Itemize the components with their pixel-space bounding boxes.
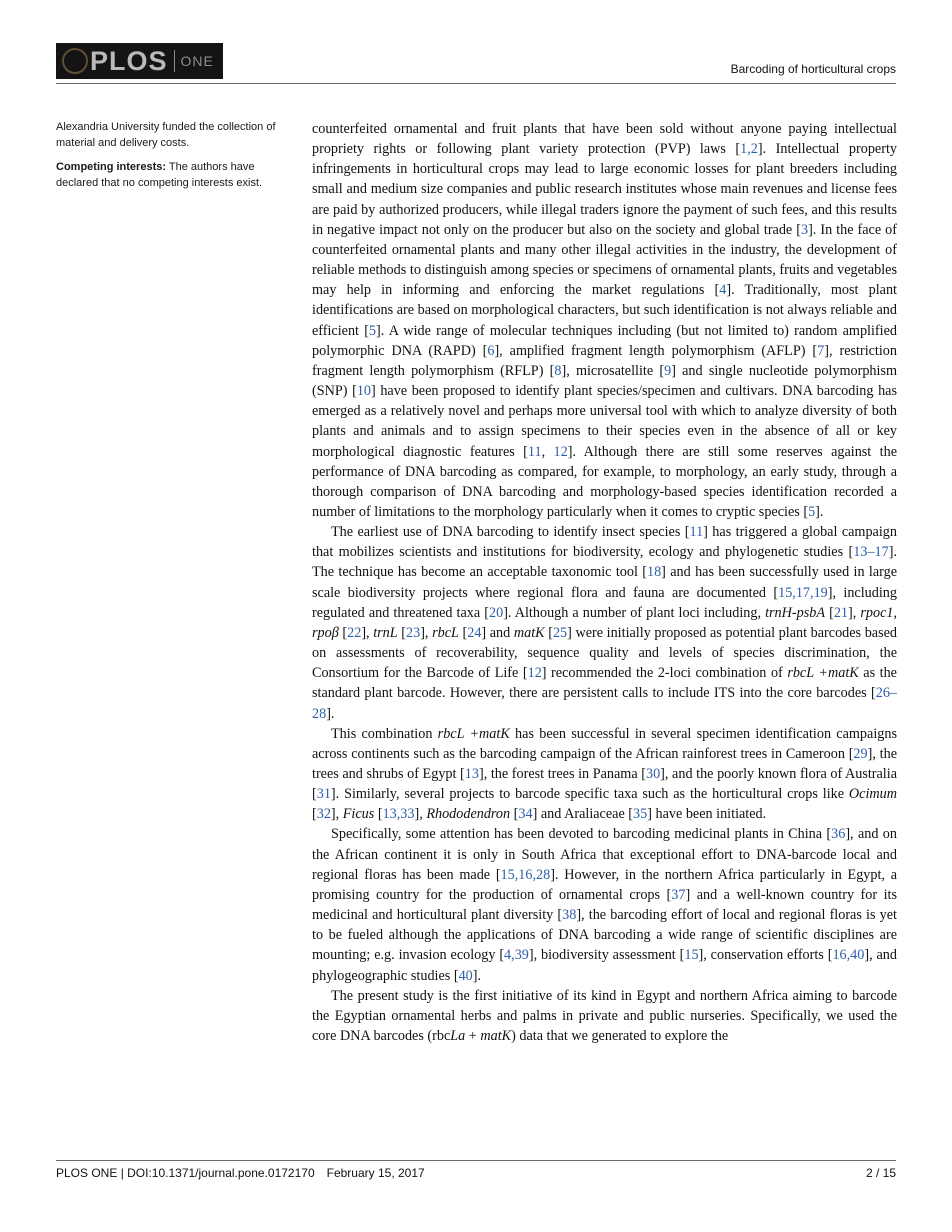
citation-link[interactable]: 38 [562, 907, 577, 924]
logo-divider [174, 50, 175, 72]
footer-citation [56, 1166, 425, 1180]
text: ] and [481, 624, 514, 641]
text: ]. [326, 705, 335, 722]
sidebar-notes [56, 119, 291, 199]
citation-link[interactable]: 16,40 [832, 947, 865, 964]
locus-name: rpoc1 [860, 604, 894, 621]
locus-name: rbcL +matK [787, 665, 859, 682]
citation-link[interactable]: 4,39 [504, 947, 529, 964]
locus-name: matK [513, 624, 545, 641]
citation-link[interactable]: 32 [316, 806, 331, 823]
text: [ [312, 806, 317, 823]
footer-journal-doi[interactable]: PLOS ONE | DOI:10.1371/journal.pone.0172170 [56, 1166, 315, 1180]
citation-link[interactable]: 15 [684, 947, 699, 964]
citation-link[interactable]: 12 [527, 665, 542, 682]
citation-link[interactable]: 15,17,19 [778, 584, 828, 601]
locus-name: matK [480, 1028, 512, 1045]
text: ], [330, 806, 343, 823]
footer-divider [56, 1160, 896, 1161]
text: ]. However, in the northern Africa particularly in Egypt, a promising country for the production of ornamental crops [ [312, 866, 897, 903]
text: ], the forest trees in Panama [ [478, 766, 646, 782]
main-body-text [312, 119, 897, 1046]
locus-name: rbcL +matK [437, 725, 510, 742]
running-title: Barcoding of horticultural crops [730, 62, 896, 76]
text: [ [374, 806, 383, 823]
text: ], [361, 624, 374, 641]
logo-text: PLOS [90, 45, 168, 76]
taxon-name: Rhododendron [426, 806, 511, 823]
text: , [893, 604, 898, 621]
citation-link[interactable]: 11 [527, 443, 542, 460]
text: [ [510, 806, 519, 823]
paragraph-1 [312, 119, 897, 522]
text: ], biodiversity assessment [ [528, 947, 685, 964]
text: This combination [331, 725, 438, 742]
text: ], [848, 604, 861, 621]
citation-link[interactable]: 13 [464, 766, 479, 782]
text: , [541, 443, 554, 460]
citation-link[interactable]: 6 [487, 342, 495, 359]
text: The earliest use of DNA barcoding to identify insect species [ [331, 524, 690, 541]
paragraph-4 [312, 824, 897, 985]
text: ] has triggered a global campaign that mobilizes scientists and institutions for biodiversity, ecology and phylogenetic studies [ [312, 524, 897, 561]
text: ] and Araliaceae [ [532, 806, 634, 823]
text: ]. A wide range of molecular techniques including (but not limited to) random amplified polymorphic DNA (RAPD) [ [312, 322, 897, 359]
text: as the standard plant barcode. However, there are persistent calls to include ITS into the core barcodes [ [312, 665, 897, 702]
text: ], [414, 806, 427, 823]
citation-link[interactable]: 8 [554, 362, 562, 379]
citation-link[interactable]: 40 [458, 967, 473, 984]
text: ], including regulated and threatened taxa [ [312, 584, 897, 621]
citation-link[interactable]: 7 [817, 342, 825, 359]
competing-interests-text: The authors have declared that no competing interests exist. [56, 161, 263, 189]
text: ], and on the African continent it is only in South Africa that exceptional effort to DNA-barcode local and regional floras has been made [ [312, 826, 897, 883]
header-divider [56, 83, 896, 84]
text: ] and a well-known country for its medicinal and horticultural plant diversity [ [312, 886, 897, 924]
paragraph-3 [312, 724, 897, 825]
taxon-name: Ocimum [848, 786, 897, 803]
text: ]. The technique has become an acceptable taxonomic tool [ [312, 544, 897, 581]
citation-link[interactable]: 5 [368, 322, 377, 339]
text: ] recommended the 2-loci combination of [541, 665, 788, 682]
text: ) data that we generated to explore the [511, 1028, 729, 1045]
citation-link[interactable]: 1,2 [740, 141, 758, 158]
funding-note: Alexandria University funded the collection of material and delivery costs. [56, 121, 276, 149]
text: [ [397, 624, 406, 641]
text: Specifically, some attention has been devoted to barcoding medicinal plants in China [ [331, 826, 832, 843]
plos-one-logo[interactable] [56, 43, 223, 79]
logo-subtext: ONE [180, 53, 214, 69]
citation-link[interactable]: 35 [633, 806, 648, 823]
citation-link[interactable]: 3 [800, 221, 809, 238]
citation-link[interactable]: 24 [467, 624, 482, 641]
citation-link[interactable]: 23 [406, 624, 421, 641]
text: ]. Intellectual property infringements in horticultural crops may lead to large economic losses for plant breeders including small and medium size companies and public research institutes whose main revenues and license fees are paid by authorized producers, while illegal traders ignore the payment of such fees, and this results in negative impact not only on the producer but also on the society and global trade [ [312, 141, 897, 238]
text: ]. Traditionally, most plant identifications are based on morphological characters, but such identification is not always reliable and efficient [ [312, 282, 898, 339]
competing-interests-note [56, 159, 291, 191]
locus-name: La [450, 1028, 466, 1045]
paragraph-5 [312, 986, 897, 1046]
text: [ [458, 624, 468, 641]
text: [ [338, 624, 348, 641]
citation-link[interactable]: 29 [853, 745, 868, 762]
citation-link[interactable]: 13–17 [853, 544, 889, 561]
paragraph-2 [312, 522, 897, 724]
text: [ [825, 604, 834, 621]
text: ], and the poorly known flora of Australia [ [312, 766, 897, 803]
text: ] have been initiated. [647, 806, 767, 823]
citation-link[interactable]: 36 [831, 826, 846, 843]
citation-link[interactable]: 15,16,28 [500, 866, 551, 883]
locus-name: rbcL [432, 624, 459, 641]
citation-link[interactable]: 21 [833, 604, 848, 621]
citation-link[interactable]: 4 [719, 282, 727, 299]
text: The present study is the first initiative of its kind in Egypt and northern Africa aiming to barcode the Egyptian ornamental herbs and palms in private and public nurseries. Specifically, we used the core DNA barcodes (rbc [312, 987, 897, 1045]
page-number: 2 / 15 [865, 1166, 896, 1180]
citation-link[interactable]: 31 [316, 786, 331, 803]
text: ]. Similarly, several projects to barcode specific taxa such as the horticultural crops like [330, 786, 849, 803]
text: has been successful in several specimen identification campaigns across continents such as the barcoding campaign of the African rainforest trees in Cameroon [ [312, 725, 897, 762]
citation-link[interactable]: 30 [645, 766, 661, 782]
citation-link[interactable]: 11 [689, 524, 704, 541]
text: ]. Although a number of plant loci including, [503, 604, 766, 621]
citation-link[interactable]: 20 [489, 604, 504, 621]
text: ], [420, 624, 433, 641]
text: ], amplified fragment length polymorphism (AFLP) [ [494, 342, 818, 359]
text: ] were initially proposed as potential plant barcodes based on assessments of recoverability, sequence quality and levels of species discrimination, the Consortium for the Barcode of Life [ [312, 624, 897, 682]
citation-link[interactable]: 9 [664, 362, 672, 379]
footer-date: February 15, 2017 [326, 1166, 425, 1180]
citation-link[interactable]: 37 [671, 886, 686, 903]
taxon-name: Ficus [342, 806, 375, 823]
locus-name: rpoβ [312, 624, 339, 641]
citation-link[interactable]: 34 [518, 806, 533, 823]
citation-link[interactable]: 5 [808, 503, 816, 520]
text: counterfeited ornamental and fruit plants that have been sold without anyone paying intellectual propriety rights or following plant variety protection (PVP) laws [ [312, 121, 897, 158]
citation-link[interactable]: 26–28 [312, 685, 897, 722]
locus-name: trnL [373, 624, 398, 641]
text: ], microsatellite [ [561, 362, 665, 379]
citation-link[interactable]: 10 [356, 383, 371, 400]
text: ]. Although there are still some reserves against the performance of DNA barcoding as compared, for example, to morphology, an early study, through a thorough comparison of DNA barcoding and morphology-based species identification recorded a number of limitations to the morphology particularly when it comes to cryptic species [ [312, 443, 897, 520]
text: ]. In the face of counterfeited ornamental plants and many other illegal activities in the industry, the development of reliable methods to distinguish among species or specimens of ornamental plants, fruits and vegetables may help in informing and enforcing the market regulations [ [312, 221, 897, 299]
text: ]. [815, 503, 824, 520]
competing-interests-label: Competing interests: [56, 161, 167, 173]
citation-link[interactable]: 22 [347, 624, 362, 641]
text: ]. [472, 967, 482, 984]
text: [ [544, 624, 553, 641]
text: ] and single nucleotide polymorphism (SNP) [ [312, 362, 897, 400]
citation-link[interactable]: 25 [552, 624, 568, 641]
citation-link[interactable]: 18 [646, 564, 662, 581]
text: + [465, 1028, 481, 1045]
text: ] and has been successfully used in large scale biodiversity projects where regional flora and fauna are documented [ [312, 564, 897, 601]
text: ], and phylogeographic studies [ [312, 947, 897, 984]
text: ] have been proposed to identify plant species/specimen and cultivars. DNA barcoding has emerged as a relatively novel and perhaps more universal tool with which to analyze diversity of both plants and animals and to assign specimens to their species even in the absence of all or key morphological diagnostic features [ [312, 383, 897, 460]
text: ], the trees and shrubs of Egypt [ [312, 745, 897, 782]
text: ], the barcoding effort of local and regional floras is yet to be fueled although the applications of DNA barcoding a wide range of scientific disciplines are mounting; e.g. invasion ecology [ [312, 907, 897, 964]
locus-name: trnH-psbA [765, 604, 825, 621]
citation-link[interactable]: 12 [553, 443, 568, 460]
plos-logo-icon [62, 48, 88, 74]
text: ], restriction fragment length polymorphism (RFLP) [ [312, 342, 897, 379]
text: ], conservation efforts [ [698, 947, 833, 964]
citation-link[interactable]: 13,33 [382, 806, 415, 823]
